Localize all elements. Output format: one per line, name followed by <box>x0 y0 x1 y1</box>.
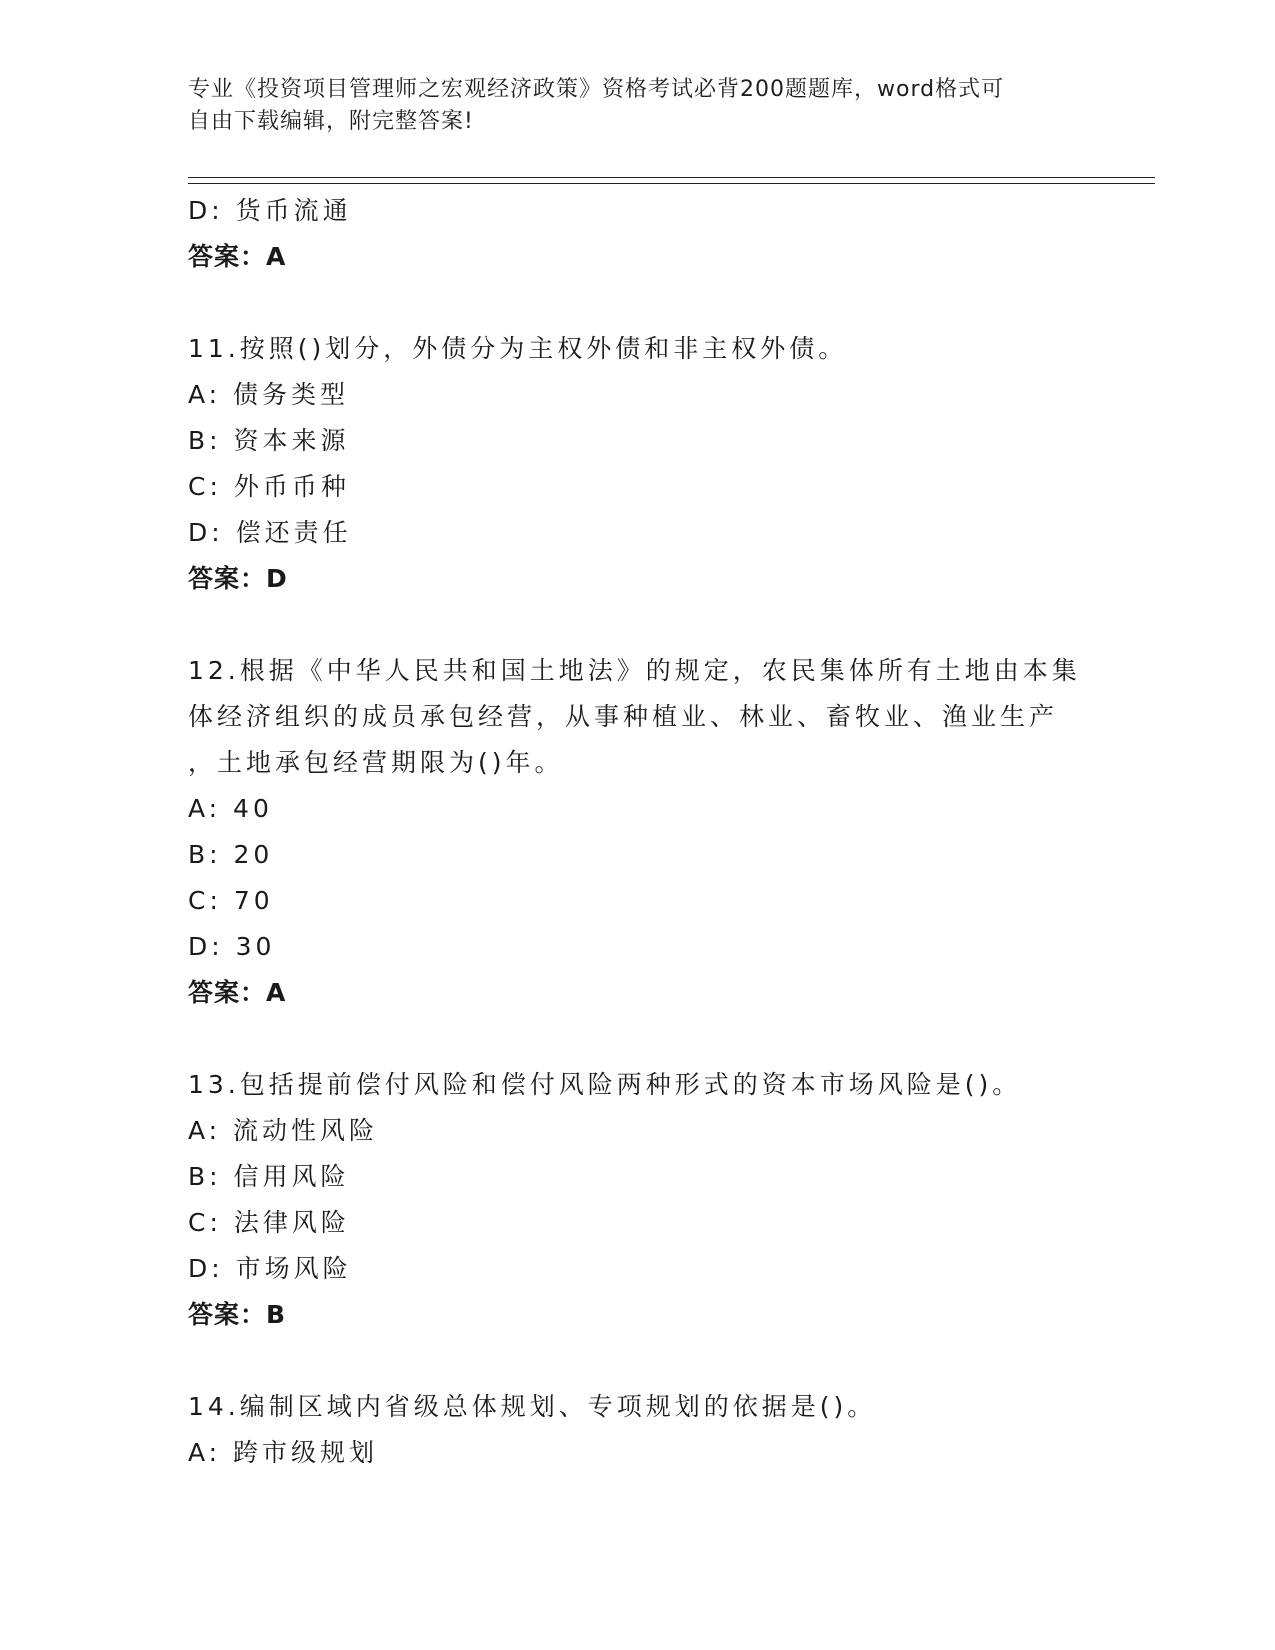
option-c: C: 外币币种 <box>188 472 350 501</box>
answer-line: 答案：B <box>188 1300 287 1329</box>
spacer <box>188 1338 1088 1384</box>
option-b: B: 20 <box>188 840 274 869</box>
header-title-line-2: 自由下载编辑，附完整答案! <box>188 109 474 134</box>
option-b: B: 信用风险 <box>188 1162 350 1191</box>
question-stem: 体经济组织的成员承包经营，从事种植业、林业、畜牧业、渔业生产 <box>188 702 1059 731</box>
question-list <box>188 188 1088 1476</box>
option-c: C: 法律风险 <box>188 1208 350 1237</box>
option-d: D: 30 <box>188 932 276 961</box>
header-divider-bottom <box>188 183 1155 184</box>
answer-line: 答案：A <box>188 242 287 271</box>
question-stem: 12.根据《中华人民共和国土地法》的规定，农民集体所有土地由本集 <box>188 656 1081 685</box>
question-14 <box>188 1384 1088 1476</box>
option-a: A: 债务类型 <box>188 380 350 409</box>
header-divider-top <box>188 177 1155 178</box>
option-d: D: 偿还责任 <box>188 518 352 547</box>
answer-line: 答案：D <box>188 564 288 593</box>
spacer <box>188 1016 1088 1062</box>
option-d: D: 货币流通 <box>188 196 352 225</box>
question-stem: ，土地承包经营期限为()年。 <box>188 748 564 777</box>
question-13 <box>188 1062 1088 1338</box>
option-a: A: 流动性风险 <box>188 1116 379 1145</box>
document-header <box>188 74 1078 138</box>
question-stem: 11.按照()划分，外债分为主权外债和非主权外债。 <box>188 334 848 363</box>
spacer <box>188 602 1088 648</box>
header-title-line-1: 专业《投资项目管理师之宏观经济政策》资格考试必背200题题库，word格式可 <box>188 77 1005 102</box>
spacer <box>188 280 1088 326</box>
question-12 <box>188 648 1088 1016</box>
option-d: D: 市场风险 <box>188 1254 352 1283</box>
option-c: C: 70 <box>188 886 274 915</box>
option-b: B: 资本来源 <box>188 426 350 455</box>
question-11 <box>188 326 1088 602</box>
question-stem: 13.包括提前偿付风险和偿付风险两种形式的资本市场风险是()。 <box>188 1070 1022 1099</box>
option-a: A: 40 <box>188 794 273 823</box>
answer-line: 答案：A <box>188 978 287 1007</box>
option-a: A: 跨市级规划 <box>188 1438 379 1467</box>
question-stem: 14.编制区域内省级总体规划、专项规划的依据是()。 <box>188 1392 877 1421</box>
